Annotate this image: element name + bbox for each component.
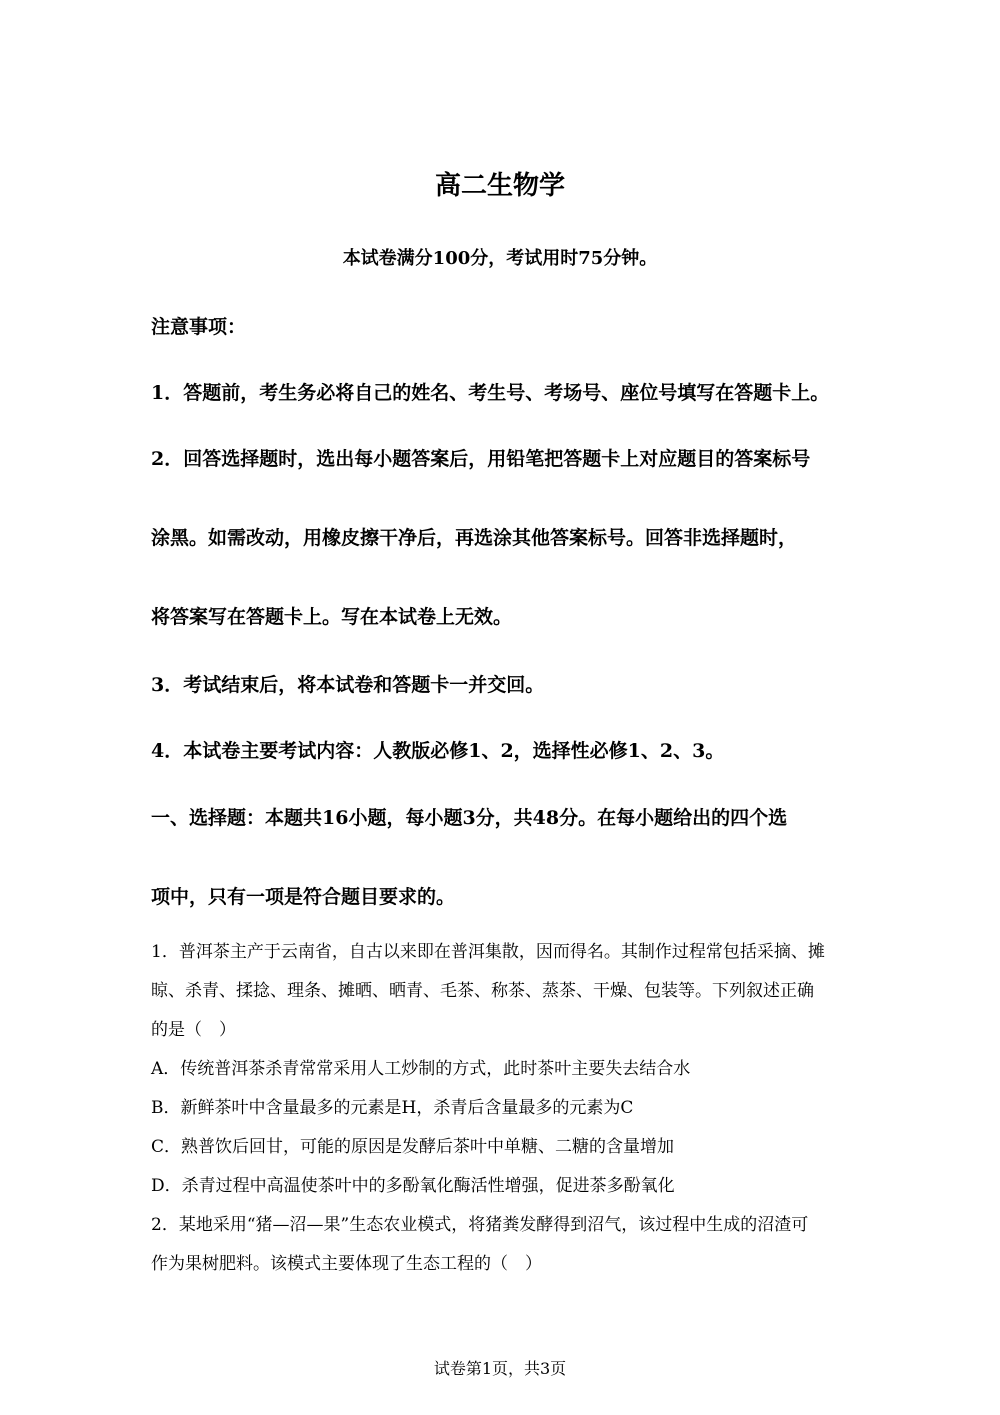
option-d: D．杀青过程中高温使茶叶中的多酚氧化酶活性增强，促进茶多酚氧化 (151, 1176, 675, 1196)
option-b: B．新鲜茶叶中含量最多的元素是H，杀青后含量最多的元素为C (151, 1098, 634, 1118)
option-c: C．熟普饮后回甘，可能的原因是发酵后茶叶中单糖、二糖的含量增加 (151, 1137, 675, 1157)
option-a: A．传统普洱茶杀青常常采用人工炒制的方式，此时茶叶主要失去结合水 (151, 1059, 691, 1079)
question-stem: 作为果树肥料。该模式主要体现了生态工程的（ ） (151, 1254, 542, 1274)
notice-line: 2．回答选择题时，选出每小题答案后，用铅笔把答题卡上对应题目的答案标号 (151, 448, 811, 470)
question-stem: 1．普洱茶主产于云南省，自古以来即在普洱集散，因而得名。其制作过程常包括采摘、摊 (151, 942, 825, 962)
notice-line: 4．本试卷主要考试内容：人教版必修1、2，选择性必修1、2、3。 (151, 740, 725, 762)
notice-line: 3．考试结束后，将本试卷和答题卡一并交回。 (151, 674, 545, 696)
exam-info: 本试卷满分100分，考试用时75分钟。 (342, 248, 658, 269)
notice-line: 1．答题前，考生务必将自己的姓名、考生号、考场号、座位号填写在答题卡上。 (151, 382, 830, 404)
section-heading: 项中，只有一项是符合题目要求的。 (151, 886, 456, 908)
section-heading: 一、选择题：本题共16小题，每小题3分，共48分。在每小题给出的四个选 (151, 807, 788, 829)
notice-line: 涂黑。如需改动，用橡皮擦干净后，再选涂其他答案标号。回答非选择题时， (151, 527, 798, 549)
notice-heading: 注意事项： (151, 316, 247, 338)
question-stem: 2．某地采用“猪—沼—果”生态农业模式，将猪粪发酵得到沼气，该过程中生成的沼渣可 (151, 1215, 809, 1235)
question-stem: 晾、杀青、揉捻、理条、摊晒、晒青、毛茶、称茶、蒸茶、干燥、包装等。下列叙述正确 (151, 981, 814, 1001)
notice-line: 将答案写在答题卡上。写在本试卷上无效。 (151, 606, 513, 628)
page-title: 高二生物学 (434, 171, 565, 201)
page-footer: 试卷第1页，共3页 (433, 1359, 567, 1378)
question-stem: 的是（ ） (151, 1020, 236, 1040)
